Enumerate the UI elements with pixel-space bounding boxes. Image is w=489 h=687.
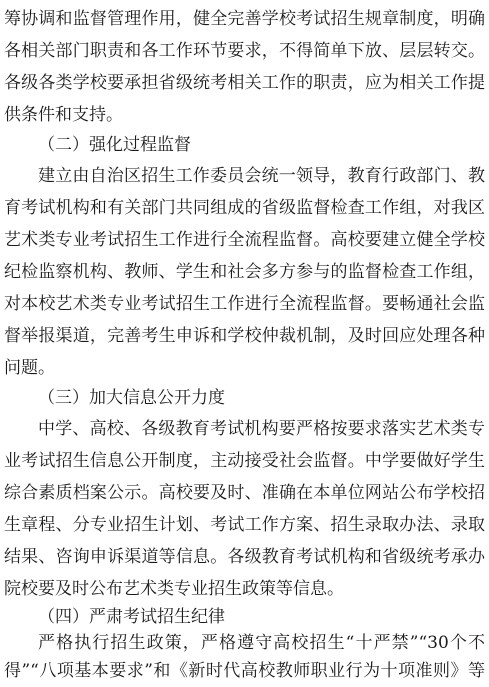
text-line: 综合素质档案公示。高校要及时、准确在本单位网站公布学校招 (4, 483, 485, 503)
text-line: 纪检监察机构、教师、学生和社会多方参与的监督检查工作组， (4, 262, 485, 282)
text-line: 对本校艺术类专业考试招生工作进行全流程监督。要畅通社会监 (4, 294, 485, 314)
text-line: 艺术类专业考试招生工作进行全流程监督。高校要建立健全学校 (4, 230, 485, 250)
text-line: 结果、咨询申诉渠道等信息。各级教育考试机构和省级统考承办 (4, 547, 485, 567)
text-line: 育考试机构和有关部门共同组成的省级监督检查工作组，对我区 (4, 198, 485, 218)
text-line: 各相关部门职责和各工作环节要求，不得简单下放、层层转交。 (4, 41, 485, 61)
paragraph-first-line: 建立由自治区招生工作委员会统一领导，教育行政部门、教 (38, 166, 485, 186)
paragraph-first-line: 严格执行招生政策，严格遵守高校招生“十严禁”“30个不 (38, 633, 485, 653)
text-line: 得”“八项基本要求”和《新时代高校教师职业行为十项准则》等 (4, 661, 485, 681)
section-heading: （四）严肃考试招生纪律 (38, 607, 225, 627)
section-heading: （二）强化过程监督 (38, 135, 191, 155)
text-line: 供条件和支持。 (4, 105, 123, 125)
text-line: 各级各类学校要承担省级统考相关工作的职责，应为相关工作提 (4, 73, 485, 93)
paragraph-first-line: 中学、高校、各级教育考试机构要严格按要求落实艺术类专 (38, 419, 485, 439)
text-line: 院校要及时公布艺术类专业招生政策等信息。 (4, 579, 344, 599)
text-line: 督举报渠道，完善考生申诉和学校仲裁机制，及时回应处理各种 (4, 326, 485, 346)
text-line: 问题。 (4, 358, 55, 378)
section-heading: （三）加大信息公开力度 (38, 388, 225, 408)
text-line: 生章程、分专业招生计划、考试工作方案、招生录取办法、录取 (4, 515, 485, 535)
text-line: 业考试招生信息公开制度，主动接受社会监督。中学要做好学生 (4, 451, 485, 471)
text-line: 筹协调和监督管理作用，健全完善学校考试招生规章制度，明确 (4, 9, 485, 29)
